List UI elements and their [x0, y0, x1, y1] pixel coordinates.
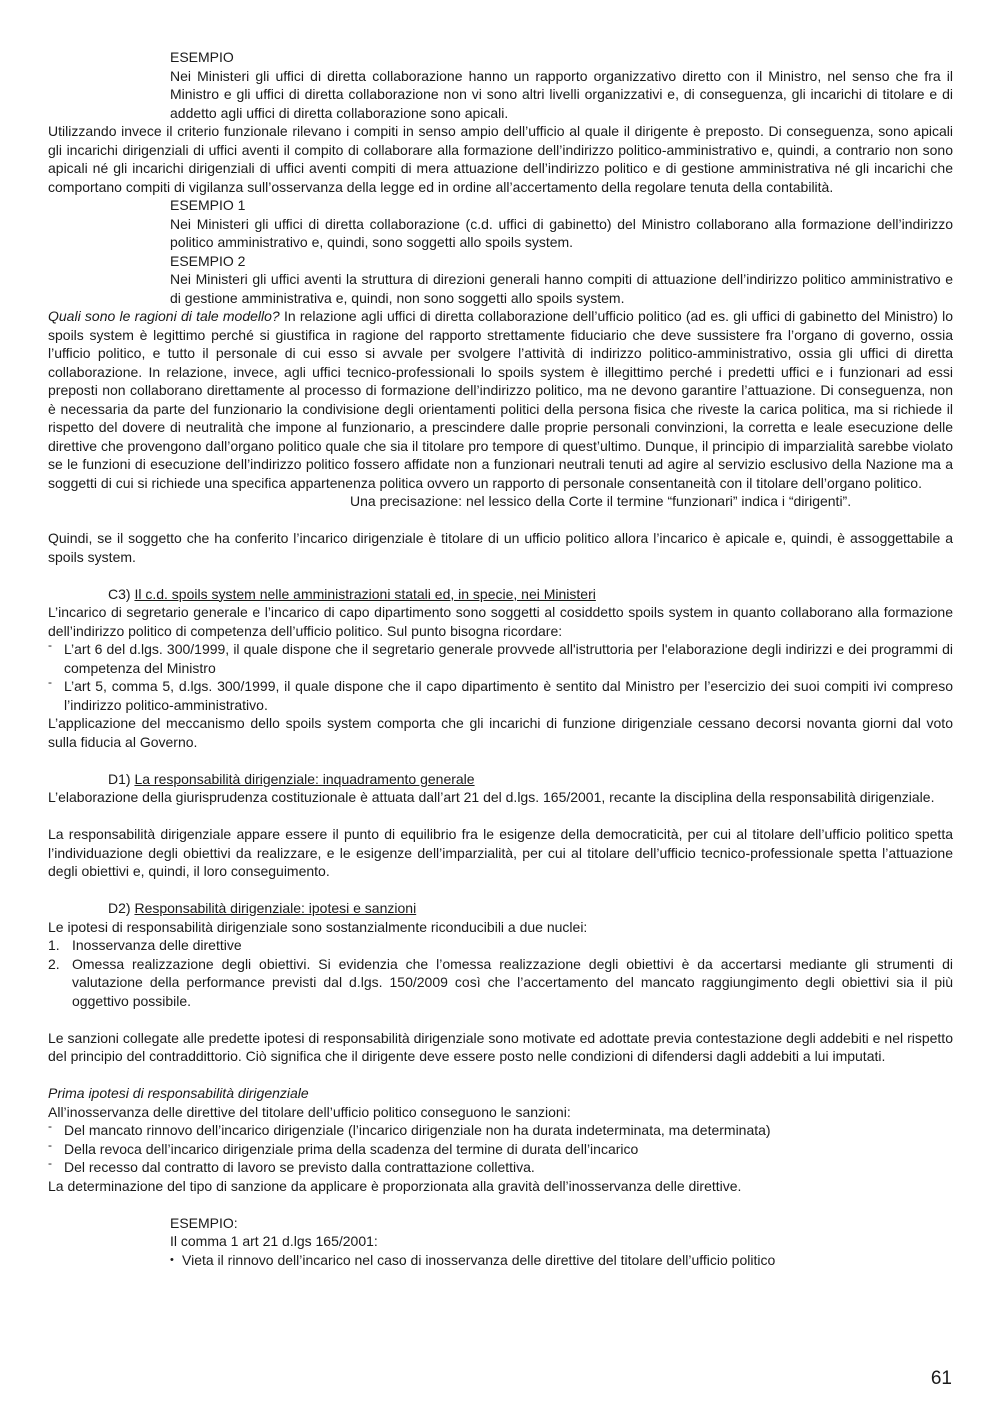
paragraph-ragioni — [48, 307, 953, 492]
ragioni-text: In relazione agli uffici di diretta collaborazione dell’ufficio politico (ad es. gli uffici di gabinetto del Ministro) lo spoils system è legittimo perché si giustifica in ragione del rapporto strettamente fiduciario che deve sussistere fra l’organo di governo, ossia l’ufficio politico, e tutto il personale di cui esso si avvale per svolgere l’attività di indirizzo politico-amministrativo, ossia gli uffici di diretta collaborazione. In relazione, invece, agli uffici tecnico-professionali lo spoils system è illegittimo perché i predetti uffici e i funzionari ad essi preposti non collaborano direttamente al processo di formazione dell’indirizzo politico, ma ne devono garantire l’attuazione. Di conseguenza, non è necessaria da parte del funzionario la condivisione degli orientamenti politici della persona fisica che riveste la carica politica, ma si richiede il rispetto del dovere di neutralità che impone al funzionario, a prescindere dalle proprie personali convinzioni, la corretta e leale esecuzione delle direttive che provengono dall’organo politico quale che sia il titolare pro tempore di quest’ultimo. Dunque, il principio di imparzialità sarebbe violato se le funzioni di esecuzione dell’indirizzo politico fossero affidate non a funzionari neutrali tenuti ad agire al servizio esclusivo della Nazione ma a soggetti di cui si richiede una specifica appartenenza politica ovvero un rapporto di personale consentaneità con il titolare dell’organo politico. — [48, 308, 954, 491]
example-bullet-list — [170, 1251, 953, 1270]
page-number: 61 — [930, 1368, 952, 1389]
prima-ipotesi-heading: Prima ipotesi di responsabilità dirigenziale — [48, 1085, 309, 1101]
example-2-text: Nei Ministeri gli uffici aventi la struttura di direzioni generali hanno compiti di attuazione dell’indirizzo politico amministrativo e di gestione amministrativa e, quindi, non sono soggetti allo spoils system. — [170, 271, 953, 306]
c3-closing: L’applicazione del meccanismo dello spoils system comporta che gli incarichi di funzione dirigenziale cessano decorsi novanta giorni dal voto sulla fiducia al Governo. — [48, 715, 953, 750]
list-item: - L’art 5, comma 5, d.lgs. 300/1999, il quale dispone che il capo dipartimento è sentito dal Ministro per l’esercizio dei suoi compiti ivi compreso l’indirizzo politico-amministrativo. — [48, 677, 953, 714]
section-heading-c3 — [48, 585, 953, 604]
section-prefix: D2) — [108, 900, 131, 916]
example-text: Nei Ministeri gli uffici di diretta collaborazione hanno un rapporto organizzativo diretto con il Ministro, nel senso che fra il Ministro e gli uffici di diretta collaborazione non vi sono altri livelli organizzativi e, di conseguenza, gli incarichi di titolare e di addetto agli uffici di diretta collaborazione sono apicali. — [170, 67, 953, 121]
c3-intro: L’incarico di segretario generale e l’incarico di capo dipartimento sono soggetti al cosiddetto spoils system in quanto collaborano alla formazione dell’indirizzo politico di competenza dell’ufficio politico. Sul punto bisogna ricordare: — [48, 604, 953, 639]
example-1-block — [170, 196, 953, 307]
list-item — [48, 936, 953, 955]
list-item — [48, 955, 953, 1011]
list-item-text: Inosservanza delle direttive — [72, 937, 242, 953]
spacer — [48, 1066, 953, 1085]
d1-paragraph-2: La responsabilità dirigenziale appare essere il punto di equilibrio fra le esigenze della democraticità, per cui al titolare dell’ufficio politico spetta l’individuazione degli obiettivi da realizzare, e le esigenze dell’imparzialità, per cui al titolare dell’ufficio tecnico-professionale spetta l’attuazione degli obiettivi e, quindi, il loro conseguimento. — [48, 826, 953, 879]
prima-dash-list — [48, 1121, 953, 1177]
c3-dash-list — [48, 640, 953, 714]
spacer — [48, 881, 953, 900]
example-2-label: ESEMPIO 2 — [170, 252, 246, 269]
example-final-label: ESEMPIO: — [170, 1214, 238, 1231]
example-block — [170, 48, 953, 122]
d2-numbered-list — [48, 936, 953, 1010]
d2-sanzioni-paragraph: Le sanzioni collegate alle predette ipotesi di responsabilità dirigenziale sono motivate ed adottate previa contestazione degli addebiti e nel rispetto del principio del contraddittorio. Ciò significa che il dirigente deve essere posto nelle condizioni di difendersi dagli addebiti a lui imputati. — [48, 1029, 953, 1064]
list-number: 2. — [48, 955, 60, 972]
list-item: - Della revoca dell’incarico dirigenziale prima della scadenza del termine di durata dell’incarico — [48, 1140, 953, 1159]
list-item: - L’art 6 del d.lgs. 300/1999, il quale dispone che il segretario generale provvede all'istruttoria per l'elaborazione degli indirizzi e dei programmi di competenza del Ministro — [48, 640, 953, 677]
ragioni-question: Quali sono le ragioni di tale modello? — [48, 308, 280, 324]
d2-intro: Le ipotesi di responsabilità dirigenziale sono sostanzialmente riconducibili a due nuclei: — [48, 918, 588, 935]
spacer — [48, 1010, 953, 1029]
d1-paragraph-1: L’elaborazione della giurisprudenza costituzionale è attuata dall’art 21 del d.lgs. 165/2001, recante la disciplina della responsabilità dirigenziale. — [48, 789, 935, 805]
prima-closing: La determinazione del tipo di sanzione da applicare è proporzionata alla gravità dell’inosservanza delle direttive. — [48, 1177, 742, 1194]
section-title: Responsabilità dirigenziale: ipotesi e sanzioni — [134, 900, 417, 916]
section-heading-d2 — [48, 899, 953, 918]
spacer — [48, 807, 953, 826]
example-final-block — [170, 1214, 953, 1251]
precisazione-note: Una precisazione: nel lessico della Corte il termine “funzionari” indica i “dirigenti”. — [350, 493, 852, 509]
list-item-text: Omessa realizzazione degli obiettivi. Si evidenzia che l’omessa realizzazione degli obiettivi è da accertarsi mediante gli strumenti di valutazione della performance previsti dal d.lgs. 150/2009 così che l’accertamento del mancato raggiungimento degli obiettivi sia il più oggettivo possibile. — [72, 955, 953, 1009]
spacer — [48, 751, 953, 770]
section-prefix: C3) — [108, 585, 131, 602]
paragraph-criterio-funzionale: Utilizzando invece il criterio funzionale rilevano i compiti in senso ampio dell’ufficio al quale il dirigente è preposto. Di conseguenza, sono apicali gli incarichi dirigenziali di uffici aventi il compito di collaborare alla formazione dell’indirizzo politico-amministrativo e, quindi, a contrario non sono apicali né gli incarichi dirigenziali di uffici aventi compiti di mera attuazione dell’indirizzo politico e di gestione amministrativa né gli incarichi che comportano compiti di vigilanza sull’osservanza della legge ed in ordine all’accertamento della regolare tenuta della contabilità. — [48, 123, 953, 195]
list-number: 1. — [48, 937, 60, 953]
example-1-label: ESEMPIO 1 — [170, 197, 246, 213]
spacer — [48, 511, 953, 530]
page-content — [48, 48, 953, 1269]
list-item: • Vieta il rinnovo dell’incarico nel caso di inosservanza delle direttive del titolare dell’ufficio politico — [170, 1251, 953, 1270]
spacer — [48, 1195, 953, 1214]
section-prefix: D1) — [108, 770, 131, 787]
list-item: - Del recesso dal contratto di lavoro se previsto dalla contrattazione collettiva. — [48, 1158, 953, 1177]
section-heading-d1 — [48, 770, 953, 789]
section-title: Il c.d. spoils system nelle amministrazioni statali ed, in specie, nei Ministeri — [134, 585, 596, 602]
spacer — [48, 566, 953, 585]
list-item: - Del mancato rinnovo dell’incarico dirigenziale (l’incarico dirigenziale non ha durata indeterminata, ma determinata) — [48, 1121, 953, 1140]
example-label: ESEMPIO — [170, 49, 234, 65]
paragraph-quindi: Quindi, se il soggetto che ha conferito l’incarico dirigenziale è titolare di un ufficio politico allora l’incarico è apicale e, quindi, è assoggettabile a spoils system. — [48, 530, 953, 565]
example-final-ref: Il comma 1 art 21 d.lgs 165/2001: — [170, 1233, 378, 1249]
example-1-text: Nei Ministeri gli uffici di diretta collaborazione (c.d. uffici di gabinetto) del Ministro collaborano alla formazione dell’indirizzo politico amministrativo e, quindi, sono soggetti allo spoils system. — [170, 215, 953, 250]
section-title: La responsabilità dirigenziale: inquadramento generale — [134, 770, 475, 787]
prima-intro: All’inosservanza delle direttive del titolare dell’ufficio politico conseguono le sanzioni: — [48, 1103, 571, 1120]
